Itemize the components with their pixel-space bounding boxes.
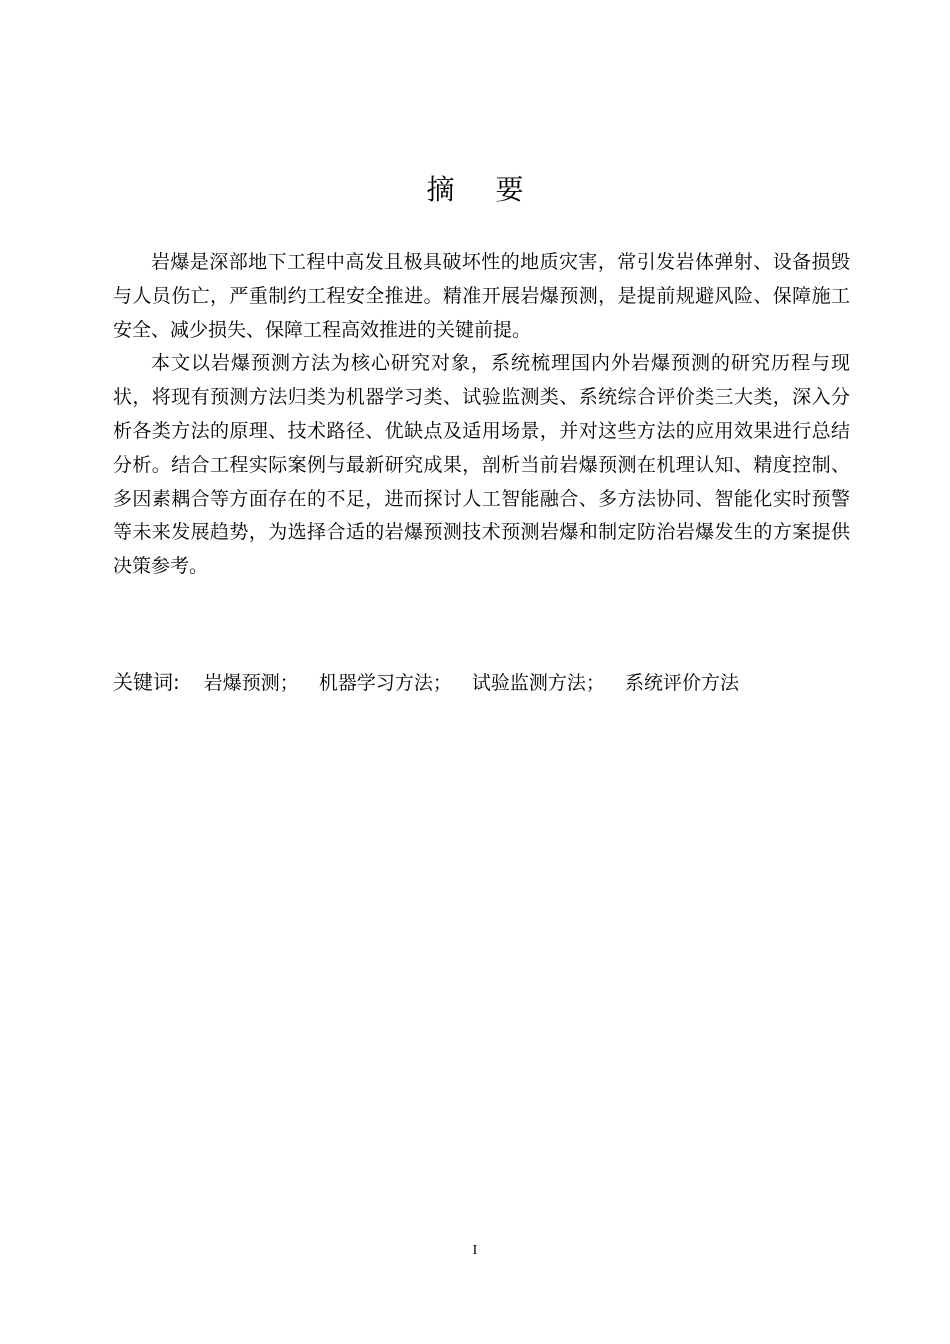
keywords-line [113,665,850,700]
keyword-item: 机器学习方法； [318,672,452,694]
abstract-paragraph-2: 本文以岩爆预测方法为核心研究对象，系统梳理国内外岩爆预测的研究历程与现状，将现有预测方法归类为机器学习类、试验监测类、系统综合评价类三大类，深入分析各类方法的原理、技术路径、优缺点及适用场景，并对这些方法的应用效果进行总结分析。结合工程实际案例与最新研究成果，剖析当前岩爆预测在机理认知、精度控制、多因素耦合等方面存在的不足，进而探讨人工智能融合、多方法协同、智能化实时预警等未来发展趋势，为选择合适的岩爆预测技术预测岩爆和制定防治岩爆发生的方案提供决策参考。 [113,352,850,578]
keyword-item: 岩爆预测； [203,672,299,694]
abstract-body [113,246,850,584]
keyword-item: 试验监测方法； [471,672,605,694]
keywords-label: 关键词: [113,670,180,694]
abstract-paragraph-1: 岩爆是深部地下工程中高发且极具破坏性的地质灾害，常引发岩体弹射、设备损毁与人员伤亡，严重制约工程安全推进。精准开展岩爆预测，是提前规避风险、保障施工安全、减少损失、保障工程高效推进的关键前提。 [113,251,850,341]
page-number: I [472,1243,478,1258]
page-title: 摘 要 [426,173,540,206]
keyword-item: 系统评价方法 [624,672,739,694]
